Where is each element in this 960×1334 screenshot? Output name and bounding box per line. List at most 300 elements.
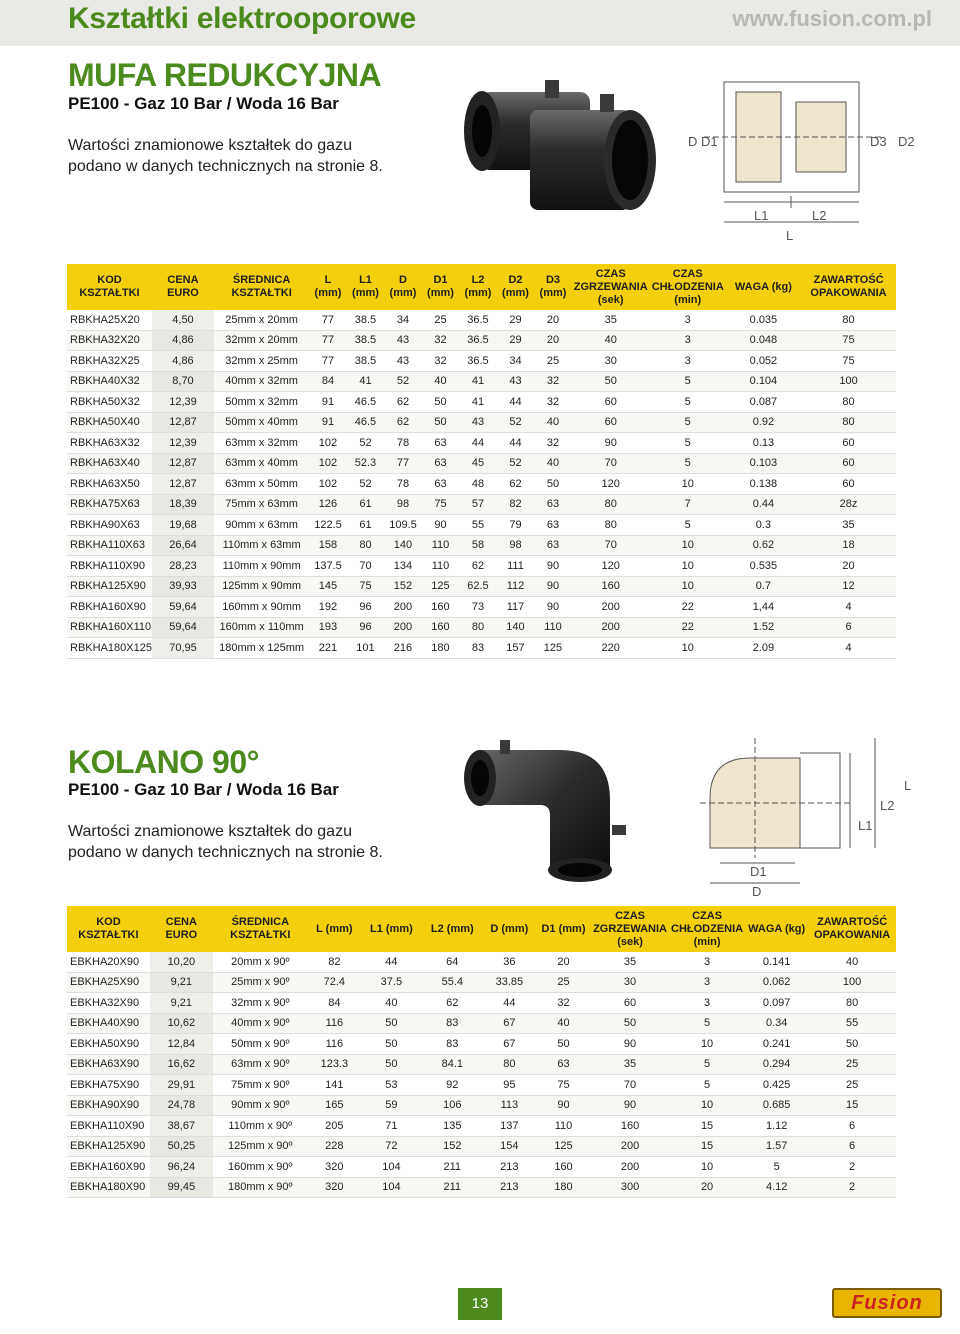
- table-row: [67, 1096, 896, 1117]
- elbow-header-8-line: ZGRZEWANIA: [593, 922, 668, 935]
- reducer-cell: 62: [384, 413, 422, 434]
- elbow-header-8-line: (sek): [617, 935, 643, 948]
- reducer-cell: 63mm x 50mm: [214, 474, 309, 495]
- reducer-header-4-line: (mm): [352, 287, 379, 299]
- reducer-cell: 63: [534, 495, 572, 516]
- reducer-cell: 80: [459, 618, 497, 639]
- reducer-cell: 220: [572, 638, 650, 659]
- reducer-cell: 3: [650, 310, 726, 331]
- reducer-cell: RBKHA63X32: [67, 433, 152, 454]
- elbow-cell: 64: [422, 952, 483, 973]
- elbow-cell: 35: [591, 952, 669, 973]
- elbow-cell: 104: [361, 1157, 422, 1178]
- elbow-cell: 20: [536, 952, 591, 973]
- reducer-cell: 62: [459, 556, 497, 577]
- reducer-cell: 39,93: [152, 577, 214, 598]
- reducer-cell: 32: [422, 331, 460, 352]
- elbow-cell: 84.1: [422, 1055, 483, 1076]
- reducer-cell: 25: [422, 310, 460, 331]
- reducer-cell: 102: [309, 454, 347, 475]
- reducer-cell: 112: [497, 577, 535, 598]
- reducer-cell: 3: [650, 331, 726, 352]
- elbow-cell: 37.5: [361, 973, 422, 994]
- reducer-cell: 40: [534, 454, 572, 475]
- elbow-cell: 5: [745, 1157, 808, 1178]
- elbow-header-3-line: L (mm): [316, 922, 353, 935]
- reducer-coupling-table: [67, 264, 896, 659]
- reducer-cell: 70: [347, 556, 385, 577]
- table-row: [67, 638, 896, 659]
- reducer-cell: 40: [534, 413, 572, 434]
- elbow-cell: 180: [536, 1178, 591, 1199]
- reducer-cell: 5: [650, 454, 726, 475]
- reducer-cell: RBKHA25X20: [67, 310, 152, 331]
- table-row: [67, 474, 896, 495]
- reducer-cell: RBKHA63X50: [67, 474, 152, 495]
- reducer-cell: RBKHA50X32: [67, 392, 152, 413]
- reducer-cell: RBKHA90X63: [67, 515, 152, 536]
- table-row: [67, 392, 896, 413]
- reducer-cell: 160: [572, 577, 650, 598]
- reducer-header-2-line: ŚREDNICA: [232, 274, 291, 286]
- elbow-cell: 60: [591, 993, 669, 1014]
- reducer-header-7: [459, 264, 497, 310]
- reducer-cell: 80: [572, 515, 650, 536]
- reducer-cell: 98: [384, 495, 422, 516]
- table-row: [67, 1157, 896, 1178]
- reducer-cell: 52: [497, 413, 535, 434]
- reducer-cell: RBKHA110X63: [67, 536, 152, 557]
- reducer-cell: 125mm x 90mm: [214, 577, 309, 598]
- elbow-cell: 116: [308, 1034, 361, 1055]
- elbow-cell: EBKHA110X90: [67, 1116, 150, 1137]
- elbow-cell: 1.57: [745, 1137, 808, 1158]
- elbow-cell: EBKHA50X90: [67, 1034, 150, 1055]
- reducer-cell: 41: [347, 372, 385, 393]
- elbow-cell: 40: [536, 1014, 591, 1035]
- reducer-cell: 80: [347, 536, 385, 557]
- elbow-header-1-line: EURO: [165, 929, 198, 941]
- reducer-header-8-line: D2: [508, 274, 523, 286]
- elbow-cell: 30: [591, 973, 669, 994]
- reducer-cell: 75: [801, 351, 896, 372]
- elbow-label-l1: L1: [858, 818, 873, 833]
- reducer-cell: 4,86: [152, 351, 214, 372]
- reducer-cell: 75: [801, 331, 896, 352]
- reducer-header-10-line: (sek): [597, 293, 624, 306]
- reducer-cell: 18: [801, 536, 896, 557]
- drawing-label-d1: D1: [701, 134, 718, 149]
- reducer-cell: 125: [534, 638, 572, 659]
- table-row: [67, 1178, 896, 1199]
- reducer-cell: 32: [534, 372, 572, 393]
- elbow-cell: 40mm x 90º: [213, 1014, 308, 1035]
- elbow-header-1: [150, 906, 213, 952]
- elbow-header-2-line: KSZTAŁTKI: [230, 929, 291, 941]
- page-number: 13: [458, 1288, 502, 1320]
- elbow-cell: 110mm x 90º: [213, 1116, 308, 1137]
- reducer-cell: 44: [497, 392, 535, 413]
- reducer-cell: 91: [309, 413, 347, 434]
- table-row: [67, 1034, 896, 1055]
- header-url[interactable]: www.fusion.com.pl: [732, 6, 932, 31]
- reducer-cell: 48: [459, 474, 497, 495]
- reducer-cell: 34: [384, 310, 422, 331]
- reducer-cell: 4: [801, 597, 896, 618]
- reducer-cell: 157: [497, 638, 535, 659]
- reducer-cell: 77: [309, 351, 347, 372]
- elbow-cell: 9,21: [150, 973, 213, 994]
- table-row: [67, 556, 896, 577]
- reducer-cell: 96: [347, 597, 385, 618]
- reducer-cell: 50: [572, 372, 650, 393]
- reducer-cell: 25: [534, 351, 572, 372]
- reducer-cell: 80: [801, 310, 896, 331]
- elbow-cell: EBKHA75X90: [67, 1075, 150, 1096]
- reducer-coupling-photo: [440, 62, 680, 232]
- reducer-cell: RBKHA160X110: [67, 618, 152, 639]
- reducer-cell: RBKHA75X63: [67, 495, 152, 516]
- elbow-cell: 213: [483, 1157, 536, 1178]
- reducer-cell: 46.5: [347, 392, 385, 413]
- elbow-cell: 205: [308, 1116, 361, 1137]
- reducer-cell: 110: [534, 618, 572, 639]
- elbow-cell: EBKHA25X90: [67, 973, 150, 994]
- reducer-cell: 0.535: [726, 556, 801, 577]
- reducer-cell: 145: [309, 577, 347, 598]
- elbow-cell: 213: [483, 1178, 536, 1199]
- reducer-header-2-line: KSZTAŁTKI: [231, 287, 292, 299]
- elbow-cell: 25mm x 90º: [213, 973, 308, 994]
- reducer-header-6-line: D1: [433, 274, 448, 286]
- reducer-cell: 60: [572, 392, 650, 413]
- reducer-cell: 59,64: [152, 597, 214, 618]
- elbow-table: [67, 906, 896, 1198]
- reducer-cell: 90: [534, 556, 572, 577]
- table-row: [67, 433, 896, 454]
- reducer-cell: 25mm x 20mm: [214, 310, 309, 331]
- reducer-header-2: [214, 264, 309, 310]
- reducer-cell: RBKHA50X40: [67, 413, 152, 434]
- reducer-cell: 10: [650, 577, 726, 598]
- reducer-cell: 70: [572, 454, 650, 475]
- reducer-cell: 77: [384, 454, 422, 475]
- table-row: [67, 372, 896, 393]
- elbow-cell: 92: [422, 1075, 483, 1096]
- reducer-cell: 35: [572, 310, 650, 331]
- reducer-cell: RBKHA63X40: [67, 454, 152, 475]
- reducer-cell: RBKHA32X25: [67, 351, 152, 372]
- reducer-header-13-line: ZAWARTOŚĆ: [813, 274, 884, 286]
- reducer-cell: 63mm x 40mm: [214, 454, 309, 475]
- reducer-cell: 20: [534, 331, 572, 352]
- elbow-cell: 50: [591, 1014, 669, 1035]
- table-row: [67, 1075, 896, 1096]
- reducer-cell: 90: [572, 433, 650, 454]
- fusion-logo: Fusion: [832, 1288, 942, 1318]
- reducer-cell: 10: [650, 536, 726, 557]
- reducer-cell: 110mm x 90mm: [214, 556, 309, 577]
- elbow-cell: 300: [591, 1178, 669, 1199]
- section2-note-line2: podano w danych technicznych na stronie 8.: [68, 844, 383, 861]
- section1-note-line1: Wartości znamionowe kształtek do gazu: [68, 137, 352, 154]
- elbow-cell: 24,78: [150, 1096, 213, 1117]
- elbow-cell: EBKHA125X90: [67, 1137, 150, 1158]
- elbow-cell: 35: [591, 1055, 669, 1076]
- section2-note-line1: Wartości znamionowe kształtek do gazu: [68, 823, 352, 840]
- elbow-cell: 0.425: [745, 1075, 808, 1096]
- elbow-cell: 123.3: [308, 1055, 361, 1076]
- reducer-header-5: [384, 264, 422, 310]
- elbow-header-5-line: L2 (mm): [430, 922, 474, 935]
- reducer-header-4: [347, 264, 385, 310]
- elbow-cell: 3: [669, 993, 745, 1014]
- elbow-cell: 0.241: [745, 1034, 808, 1055]
- elbow-cell: 84: [308, 993, 361, 1014]
- reducer-cell: 101: [347, 638, 385, 659]
- elbow-cell: 75: [536, 1075, 591, 1096]
- reducer-cell: 110: [422, 536, 460, 557]
- reducer-cell: 62: [497, 474, 535, 495]
- elbow-cell: 0.294: [745, 1055, 808, 1076]
- elbow-cell: EBKHA40X90: [67, 1014, 150, 1035]
- elbow-cell: 40: [361, 993, 422, 1014]
- table-row: [67, 618, 896, 639]
- reducer-cell: 5: [650, 515, 726, 536]
- reducer-header-1-line: EURO: [167, 287, 199, 299]
- reducer-cell: 0.44: [726, 495, 801, 516]
- reducer-cell: 0.052: [726, 351, 801, 372]
- reducer-header-0-line: KOD KSZTAŁTKI: [79, 274, 140, 299]
- elbow-cell: 99,45: [150, 1178, 213, 1199]
- elbow-cell: 80: [808, 993, 896, 1014]
- reducer-cell: 52: [384, 372, 422, 393]
- section2-note: [68, 821, 383, 863]
- elbow-cell: 67: [483, 1034, 536, 1055]
- reducer-cell: 62: [384, 392, 422, 413]
- reducer-cell: 12,87: [152, 454, 214, 475]
- table-row: [67, 351, 896, 372]
- elbow-cell: 16,62: [150, 1055, 213, 1076]
- reducer-header-10-line: ZGRZEWANIA: [573, 280, 648, 293]
- elbow-cell: 83: [422, 1034, 483, 1055]
- reducer-cell: 80: [801, 413, 896, 434]
- elbow-cell: 10,62: [150, 1014, 213, 1035]
- reducer-cell: 50: [422, 392, 460, 413]
- reducer-cell: 75: [422, 495, 460, 516]
- reducer-header-9-line: D3: [545, 274, 561, 286]
- elbow-cell: 3: [669, 952, 745, 973]
- reducer-cell: 160: [422, 597, 460, 618]
- reducer-cell: 80: [801, 392, 896, 413]
- elbow-cell: 5: [669, 1055, 745, 1076]
- elbow-cell: 320: [308, 1157, 361, 1178]
- reducer-cell: 221: [309, 638, 347, 659]
- reducer-cell: 50: [534, 474, 572, 495]
- elbow-cell: 125mm x 90º: [213, 1137, 308, 1158]
- reducer-cell: 29: [497, 331, 535, 352]
- elbow-cell: 165: [308, 1096, 361, 1117]
- reducer-cell: 193: [309, 618, 347, 639]
- elbow-cell: 9,21: [150, 993, 213, 1014]
- reducer-cell: 50mm x 32mm: [214, 392, 309, 413]
- reducer-cell: 20: [534, 310, 572, 331]
- elbow-cell: 152: [422, 1137, 483, 1158]
- reducer-cell: 52: [347, 474, 385, 495]
- elbow-cell: EBKHA63X90: [67, 1055, 150, 1076]
- reducer-cell: 160mm x 110mm: [214, 618, 309, 639]
- table-row: [67, 952, 896, 973]
- elbow-cell: 0.34: [745, 1014, 808, 1035]
- elbow-cell: 53: [361, 1075, 422, 1096]
- reducer-cell: 216: [384, 638, 422, 659]
- elbow-cell: 4.12: [745, 1178, 808, 1199]
- elbow-header-9-line: (min): [693, 935, 721, 948]
- elbow-header-7: [536, 906, 591, 952]
- reducer-cell: 80: [572, 495, 650, 516]
- reducer-cell: 43: [384, 351, 422, 372]
- reducer-cell: 98: [497, 536, 535, 557]
- elbow-cell: 10,20: [150, 952, 213, 973]
- elbow-cell: 106: [422, 1096, 483, 1117]
- elbow-cell: 32: [536, 993, 591, 1014]
- reducer-cell: 46.5: [347, 413, 385, 434]
- reducer-cell: 41: [459, 372, 497, 393]
- table-row: [67, 515, 896, 536]
- reducer-cell: 32: [534, 433, 572, 454]
- table-row: [67, 597, 896, 618]
- reducer-cell: 0.103: [726, 454, 801, 475]
- elbow-cell: 25: [536, 973, 591, 994]
- reducer-cell: 55: [459, 515, 497, 536]
- elbow-cell: 29,91: [150, 1075, 213, 1096]
- elbow-cell: EBKHA180X90: [67, 1178, 150, 1199]
- elbow-cell: 2: [808, 1157, 896, 1178]
- reducer-cell: 32: [422, 351, 460, 372]
- drawing-label-d: D: [688, 134, 698, 149]
- reducer-cell: 125: [422, 577, 460, 598]
- elbow-header-7-line: D1 (mm): [541, 922, 586, 935]
- reducer-cell: 12,87: [152, 413, 214, 434]
- elbow-header-10-line: WAGA (kg): [748, 922, 806, 935]
- reducer-cell: 0.138: [726, 474, 801, 495]
- reducer-cell: 43: [384, 331, 422, 352]
- reducer-cell: 3: [650, 351, 726, 372]
- elbow-header-8: [591, 906, 669, 952]
- table-row: [67, 1055, 896, 1076]
- elbow-header-8-line: CZAS: [615, 909, 646, 922]
- elbow-cell: 0.062: [745, 973, 808, 994]
- elbow-cell: 160mm x 90º: [213, 1157, 308, 1178]
- elbow-cell: 15: [808, 1096, 896, 1117]
- reducer-cell: 18,39: [152, 495, 214, 516]
- reducer-cell: 180mm x 125mm: [214, 638, 309, 659]
- elbow-cell: 6: [808, 1137, 896, 1158]
- reducer-cell: 158: [309, 536, 347, 557]
- reducer-cell: 36.5: [459, 331, 497, 352]
- reducer-cell: 0.048: [726, 331, 801, 352]
- elbow-cell: 5: [669, 1014, 745, 1035]
- reducer-cell: 52: [497, 454, 535, 475]
- reducer-cell: 6: [801, 618, 896, 639]
- elbow-cell: 72.4: [308, 973, 361, 994]
- elbow-header-3: [308, 906, 361, 952]
- reducer-header-12-line: WAGA (kg): [734, 280, 792, 293]
- elbow-header-2-line: ŚREDNICA: [231, 916, 290, 928]
- reducer-cell: 50mm x 40mm: [214, 413, 309, 434]
- reducer-cell: 22: [650, 597, 726, 618]
- reducer-cell: 100: [801, 372, 896, 393]
- elbow-cell: 25: [808, 1075, 896, 1096]
- reducer-cell: 0.104: [726, 372, 801, 393]
- reducer-cell: 78: [384, 433, 422, 454]
- reducer-cell: RBKHA110X90: [67, 556, 152, 577]
- elbow-cell: 50: [536, 1034, 591, 1055]
- drawing-label-d2: D2: [898, 134, 915, 149]
- table-row: [67, 993, 896, 1014]
- elbow-header-9-line: CZAS: [692, 909, 723, 922]
- reducer-cell: 110: [422, 556, 460, 577]
- reducer-cell: 134: [384, 556, 422, 577]
- elbow-label-d1: D1: [750, 864, 767, 879]
- header-title: Kształtki elektrooporowe: [68, 2, 416, 35]
- reducer-cell: 60: [801, 433, 896, 454]
- table-row: [67, 495, 896, 516]
- table-row: [67, 1014, 896, 1035]
- drawing-label-l2: L2: [812, 208, 827, 223]
- drawing-label-l1: L1: [754, 208, 769, 223]
- reducer-cell: 60: [801, 474, 896, 495]
- table-row: [67, 1137, 896, 1158]
- elbow-cell: 62: [422, 993, 483, 1014]
- reducer-header-6-line: (mm): [427, 287, 454, 299]
- reducer-cell: 26,64: [152, 536, 214, 557]
- elbow-cell: 15: [669, 1116, 745, 1137]
- elbow-header-9-line: CHŁODZENIA: [671, 922, 744, 935]
- elbow-cell: EBKHA160X90: [67, 1157, 150, 1178]
- elbow-cell: 90: [536, 1096, 591, 1117]
- section2-subtitle: PE100 - Gaz 10 Bar / Woda 16 Bar: [68, 780, 339, 799]
- reducer-cell: 50: [422, 413, 460, 434]
- reducer-cell: 70,95: [152, 638, 214, 659]
- elbow-cell: 50: [361, 1014, 422, 1035]
- reducer-cell: 19,68: [152, 515, 214, 536]
- reducer-cell: 40: [572, 331, 650, 352]
- reducer-cell: 160: [422, 618, 460, 639]
- elbow-cell: 180mm x 90º: [213, 1178, 308, 1199]
- reducer-cell: 91: [309, 392, 347, 413]
- reducer-cell: 38.5: [347, 351, 385, 372]
- reducer-cell: 75mm x 63mm: [214, 495, 309, 516]
- elbow-cell: 32mm x 90º: [213, 993, 308, 1014]
- elbow-cell: 72: [361, 1137, 422, 1158]
- elbow-cell: 95: [483, 1075, 536, 1096]
- elbow-cell: 20: [669, 1178, 745, 1199]
- section1-subtitle: PE100 - Gaz 10 Bar / Woda 16 Bar: [68, 94, 339, 113]
- reducer-cell: 1,44: [726, 597, 801, 618]
- reducer-cell: 5: [650, 392, 726, 413]
- elbow-cell: 113: [483, 1096, 536, 1117]
- elbow-cell: 59: [361, 1096, 422, 1117]
- elbow-cell: 50: [361, 1034, 422, 1055]
- reducer-cell: 34: [497, 351, 535, 372]
- reducer-cell: 59,64: [152, 618, 214, 639]
- reducer-cell: 20: [801, 556, 896, 577]
- reducer-cell: 200: [572, 597, 650, 618]
- elbow-label-l: L: [904, 778, 912, 793]
- elbow-cell: 80: [483, 1055, 536, 1076]
- reducer-cell: 63: [422, 454, 460, 475]
